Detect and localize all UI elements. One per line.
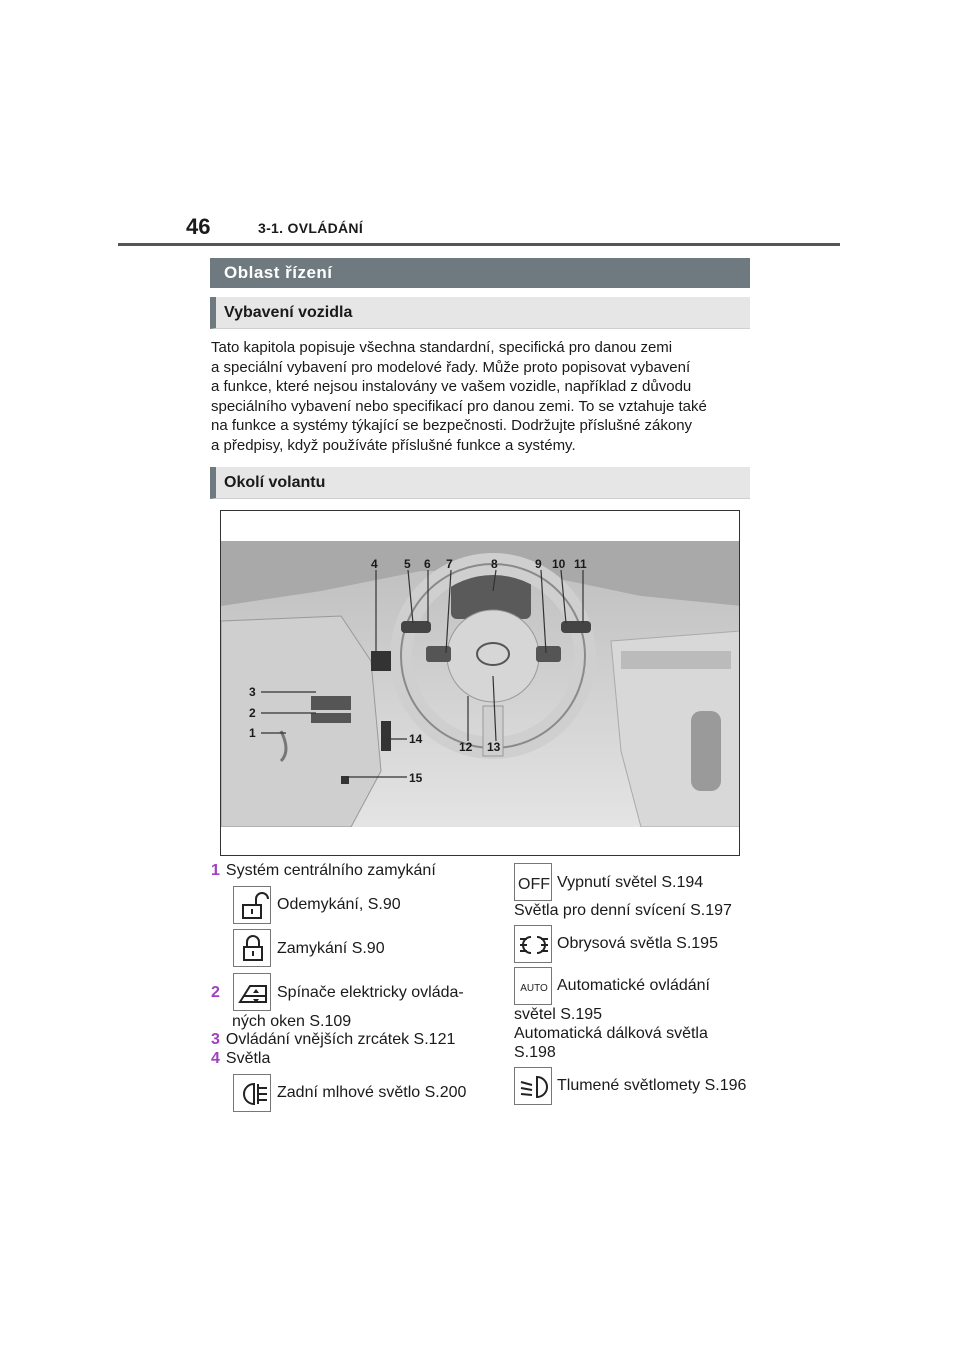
legend-item-1 (211, 862, 436, 880)
callout-15: 15 (409, 771, 423, 785)
lock-label: Zamykání S.90 (277, 940, 385, 957)
callout-13: 13 (487, 740, 501, 754)
auto-lights-label-b: světel S.195 (514, 1006, 603, 1023)
gear-selector (691, 711, 721, 791)
off-icon-text: OFF (518, 876, 550, 893)
paragraph-line: a funkce, které nejsou instalovány ve vašem vozidle, například z důvodu (211, 378, 692, 396)
window-switch (311, 713, 351, 723)
item-number: 1 (211, 862, 220, 879)
auto-lights-label-a: Automatické ovládání (557, 977, 710, 994)
auto-icon-text: AUTO (520, 983, 548, 994)
callout-4: 4 (371, 557, 378, 571)
auto-high-beam-label-b: S.198 (514, 1044, 556, 1061)
rear-fog-label: Zadní mlhové světlo S.200 (277, 1084, 467, 1101)
callout-10: 10 (552, 557, 566, 571)
paragraph-line: na funkce a systémy týkající se bezpečnosti. Dodržujte příslušné zákony (211, 417, 693, 435)
subsection-heading-steering (210, 467, 750, 499)
item-number: 2 (211, 984, 220, 1001)
legend-item-3 (211, 1031, 455, 1049)
header-divider (118, 243, 840, 246)
left-stalk (401, 621, 431, 633)
item-text: Ovládání vnějších zrcátek S.121 (225, 1031, 456, 1048)
item-number: 4 (211, 1050, 220, 1067)
item-text: Systém centrálního zamykání (225, 862, 436, 879)
item-number: 3 (211, 1031, 220, 1048)
lower-switch (381, 721, 391, 751)
paragraph-line: speciálního vybavení nebo specifikací pro danou zemi. To se vztahuje také (211, 397, 707, 415)
window-switch-icon (233, 973, 271, 1011)
parking-lights-icon (514, 925, 552, 963)
light-switch (371, 651, 391, 671)
cockpit-drawing (221, 511, 740, 856)
callout-7: 7 (446, 557, 453, 571)
lock-icon (233, 929, 271, 967)
auto-high-beam-label-a: Automatická dálková světla (514, 1025, 708, 1042)
callout-8: 8 (491, 557, 498, 571)
section-heading (210, 258, 750, 288)
rear-fog-light-icon (233, 1074, 271, 1112)
paragraph-line: Tato kapitola popisuje všechna standardní, specifická pro danou zemi (211, 339, 673, 356)
paragraph-line: a speciální vybavení pro modelové řady. Může proto popisovat vybavení (211, 358, 691, 376)
left-spoke-buttons (426, 646, 451, 662)
low-beam-label: Tlumené světlomety S.196 (557, 1077, 747, 1094)
callout-2: 2 (249, 706, 256, 720)
legend-item-4 (211, 1050, 270, 1068)
callout-12: 12 (459, 740, 473, 754)
page-number: 46 (186, 214, 211, 239)
callout-11: 11 (574, 557, 587, 571)
callout-9: 9 (535, 557, 542, 571)
item-text: Světla (225, 1050, 271, 1067)
callout-14: 14 (409, 732, 423, 746)
mirror-switch (311, 696, 351, 710)
callout-3: 3 (249, 685, 256, 699)
lights-off-icon (514, 863, 552, 901)
right-spoke-buttons (536, 646, 561, 662)
unlock-icon (233, 886, 271, 924)
legend-item-2-num (211, 984, 226, 1002)
subsection-heading-equipment (210, 297, 750, 329)
unlock-label: Odemykání, S.90 (277, 896, 401, 913)
window-switch-label-b: ných oken S.109 (232, 1013, 352, 1030)
door-panel (221, 616, 381, 827)
chapter-title: 3-1. OVLÁDÁNÍ (258, 220, 364, 236)
subsection-title: Okolí volantu (224, 474, 326, 491)
intro-paragraph (211, 338, 751, 456)
callout-1: 1 (249, 726, 256, 740)
drl-label: Světla pro denní svícení S.197 (514, 902, 732, 919)
callout-5: 5 (404, 557, 411, 571)
lights-off-label: Vypnutí světel S.194 (557, 874, 704, 891)
low-beam-icon (514, 1067, 552, 1105)
steering-area-illustration (220, 510, 740, 856)
callout-6: 6 (424, 557, 431, 571)
window-switch-label-a: Spínače elektricky ovláda- (277, 984, 464, 1001)
subsection-title: Vybavení vozidla (224, 304, 353, 321)
section-title: Oblast řízení (224, 263, 333, 282)
auto-lights-icon (514, 967, 552, 1005)
climate-panel (621, 651, 731, 669)
parking-lights-label: Obrysová světla S.195 (557, 935, 718, 952)
paragraph-line: a předpisy, když používáte příslušné funkce a systémy. (211, 436, 576, 454)
